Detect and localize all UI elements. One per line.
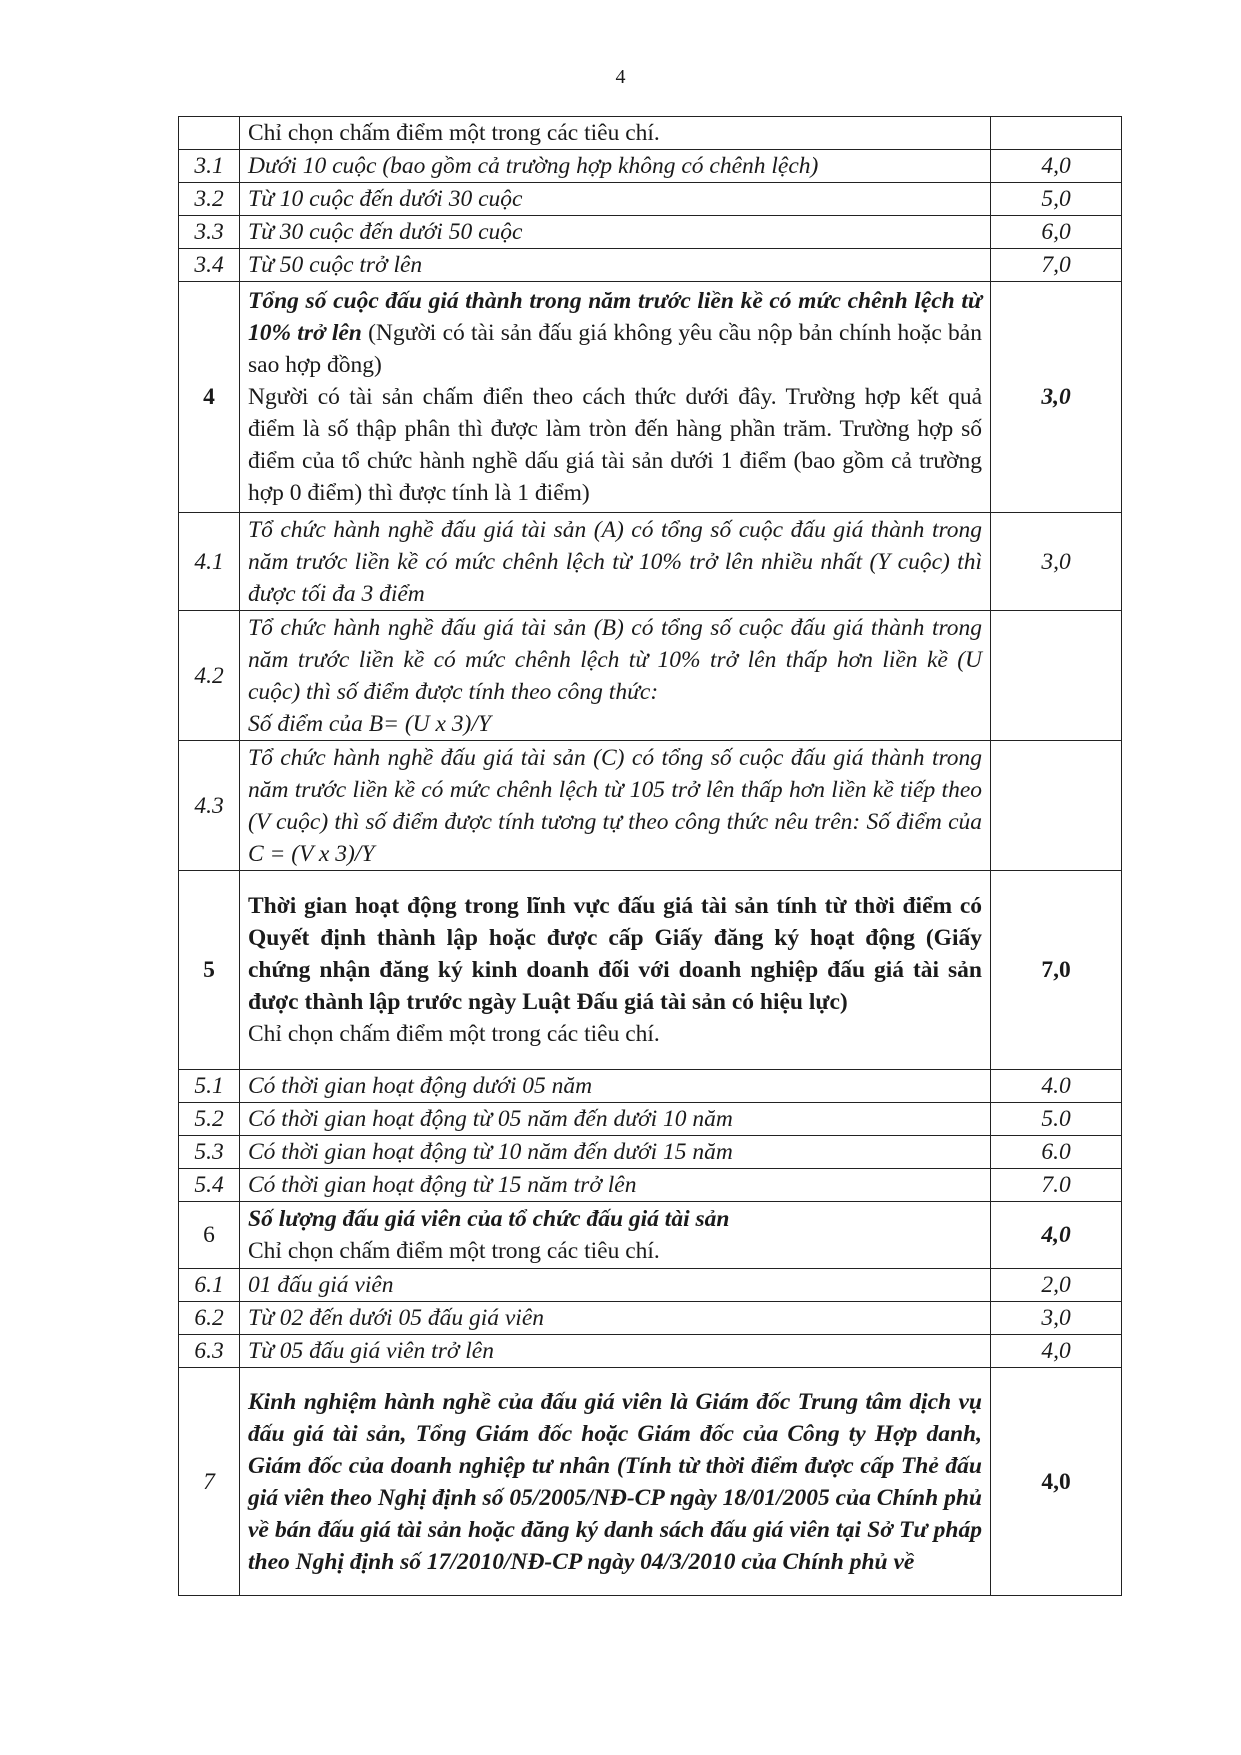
table-row	[179, 216, 1122, 249]
criterion-text: Từ 30 cuộc đến dưới 50 cuộc	[240, 216, 991, 249]
row-number: 3.2	[179, 183, 240, 216]
row-number: 4.1	[179, 513, 240, 611]
table-row	[179, 741, 1122, 871]
criterion-note: Người có tài sản chấm điển theo cách thức dưới đây. Trường hợp kết quả điểm là số thập phân thì được làm tròn đến hàng phần trăm. Trường hợp số điểm của tổ chức hành nghề dấu giá tài sản dưới 1 điểm (bao gồm cả trường hợp 0 điểm) thì được tính là 1 điểm)	[248, 384, 982, 506]
score-cell: 3,0	[991, 282, 1122, 513]
criterion-text: Từ 50 cuộc trở lên	[240, 249, 991, 282]
score-cell	[991, 117, 1122, 150]
criterion-text	[240, 611, 991, 741]
score-cell: 4,0	[991, 1202, 1122, 1269]
table-row	[179, 871, 1122, 1070]
criterion-note: Chỉ chọn chấm điểm một trong các tiêu chí.	[248, 1238, 660, 1264]
table-row	[179, 1070, 1122, 1103]
row-number: 5.3	[179, 1136, 240, 1169]
criterion-text: Từ 10 cuộc đến dưới 30 cuộc	[240, 183, 991, 216]
score-cell: 5,0	[991, 183, 1122, 216]
table-row	[179, 1269, 1122, 1302]
table-row	[179, 611, 1122, 741]
criterion-heading	[240, 871, 991, 1070]
table-row	[179, 282, 1122, 513]
criterion-title: Thời gian hoạt động trong lĩnh vực đấu giá tài sản tính từ thời điểm có Quyết định thành lập hoặc được cấp Giấy đăng ký hoạt động (Giấy chứng nhận đăng ký kinh doanh đối với doanh nghiệp đấu giá tài sản được thành lập trước ngày Luật Đấu giá tài sản có hiệu lực)	[248, 893, 982, 1015]
score-cell: 5.0	[991, 1103, 1122, 1136]
table-row	[179, 1136, 1122, 1169]
row-number: 5	[179, 871, 240, 1070]
table-row	[179, 513, 1122, 611]
criterion-text: Từ 02 đến dưới 05 đấu giá viên	[240, 1302, 991, 1335]
table-row	[179, 1302, 1122, 1335]
score-cell: 7,0	[991, 871, 1122, 1070]
criterion-text: Tổ chức hành nghề đấu giá tài sản (A) có tổng số cuộc đấu giá thành trong năm trước liền kề có mức chênh lệch từ 10% trở lên nhiều nhất (Y cuộc) thì được tối đa 3 điểm	[240, 513, 991, 611]
score-cell: 6,0	[991, 216, 1122, 249]
row-number: 4.3	[179, 741, 240, 871]
criterion-note: Chỉ chọn chấm điểm một trong các tiêu chí.	[240, 117, 991, 150]
criterion-text: Có thời gian hoạt động từ 15 năm trở lên	[240, 1169, 991, 1202]
page-number: 4	[615, 66, 626, 88]
criterion-note: Chỉ chọn chấm điểm một trong các tiêu chí.	[248, 1021, 660, 1047]
scoring-criteria-table	[178, 116, 1122, 1596]
row-number: 3.1	[179, 150, 240, 183]
criterion-title: Kinh nghiệm hành nghề của đấu giá viên là Giám đốc Trung tâm dịch vụ đấu giá tài sản, Tổng Giám đốc hoặc Giám đốc của Công ty Hợp danh, Giám đốc của doanh nghiệp tư nhân (Tính từ thời điểm được cấp Thẻ đấu giá viên theo Nghị định số 05/2005/NĐ-CP ngày 18/01/2005 của Chính phủ về bán đấu giá tài sản hoặc đăng ký danh sách đấu giá viên tại Sở Tư pháp theo Nghị định số 17/2010/NĐ-CP ngày 04/3/2010 của Chính phủ về	[240, 1368, 991, 1596]
score-cell: 4,0	[991, 1368, 1122, 1596]
criterion-text: 01 đấu giá viên	[240, 1269, 991, 1302]
criterion-text: Có thời gian hoạt động từ 10 năm đến dưới 15 năm	[240, 1136, 991, 1169]
score-cell: 3,0	[991, 1302, 1122, 1335]
score-cell: 6.0	[991, 1136, 1122, 1169]
table-row	[179, 1103, 1122, 1136]
score-cell: 2,0	[991, 1269, 1122, 1302]
table-row	[179, 249, 1122, 282]
score-cell	[991, 741, 1122, 871]
criterion-text: Tổ chức hành nghề đấu giá tài sản (C) có tổng số cuộc đấu giá thành trong năm trước liền kề có mức chênh lệch từ 105 trở lên thấp hơn liền kề tiếp theo (V cuộc) thì số điểm được tính tương tự theo công thức nêu trên: Số điểm của C = (V x 3)/Y	[240, 741, 991, 871]
table-row	[179, 117, 1122, 150]
criterion-title: Số lượng đấu giá viên của tổ chức đấu giá tài sản	[248, 1206, 730, 1232]
criterion-text: Từ 05 đấu giá viên trở lên	[240, 1335, 991, 1368]
row-number: 5.1	[179, 1070, 240, 1103]
score-cell: 4.0	[991, 1070, 1122, 1103]
criterion-text: Có thời gian hoạt động từ 05 năm đến dưới 10 năm	[240, 1103, 991, 1136]
row-number: 3.3	[179, 216, 240, 249]
table-row	[179, 183, 1122, 216]
row-number: 3.4	[179, 249, 240, 282]
criterion-formula: Số điểm của B= (U x 3)/Y	[248, 710, 491, 737]
score-cell: 7.0	[991, 1169, 1122, 1202]
row-number	[179, 117, 240, 150]
row-number: 6.1	[179, 1269, 240, 1302]
score-cell: 3,0	[991, 513, 1122, 611]
criterion-heading	[240, 282, 991, 513]
score-cell: 4,0	[991, 1335, 1122, 1368]
row-number: 5.4	[179, 1169, 240, 1202]
row-number: 5.2	[179, 1103, 240, 1136]
table-row	[179, 150, 1122, 183]
score-cell	[991, 611, 1122, 741]
row-number: 4	[179, 282, 240, 513]
criterion-title: Tổng số cuộc đấu giá thành trong năm trước liền kề có mức chênh lệch từ 10% trở lên	[248, 288, 982, 346]
row-number: 7	[179, 1368, 240, 1596]
score-cell: 4,0	[991, 150, 1122, 183]
row-number: 6	[179, 1202, 240, 1269]
criterion-text: Có thời gian hoạt động dưới 05 năm	[240, 1070, 991, 1103]
score-cell: 7,0	[991, 249, 1122, 282]
table-row	[179, 1202, 1122, 1269]
table-row	[179, 1335, 1122, 1368]
row-number: 6.3	[179, 1335, 240, 1368]
table-row	[179, 1169, 1122, 1202]
criterion-text: Dưới 10 cuộc (bao gồm cả trường hợp không có chênh lệch)	[240, 150, 991, 183]
criterion-heading	[240, 1202, 991, 1269]
table-row	[179, 1368, 1122, 1596]
criterion-title-note: (Người có tài sản đấu giá không yêu cầu nộp bản chính hoặc bản sao hợp đồng)	[248, 320, 982, 378]
row-number: 6.2	[179, 1302, 240, 1335]
row-number: 4.2	[179, 611, 240, 741]
criterion-text-main: Tổ chức hành nghề đấu giá tài sản (B) có tổng số cuộc đấu giá thành trong năm trước liền kề có mức chênh lệch từ 10% trở lên thấp hơn liền kề (U cuộc) thì số điểm được tính theo công thức:	[248, 614, 982, 705]
